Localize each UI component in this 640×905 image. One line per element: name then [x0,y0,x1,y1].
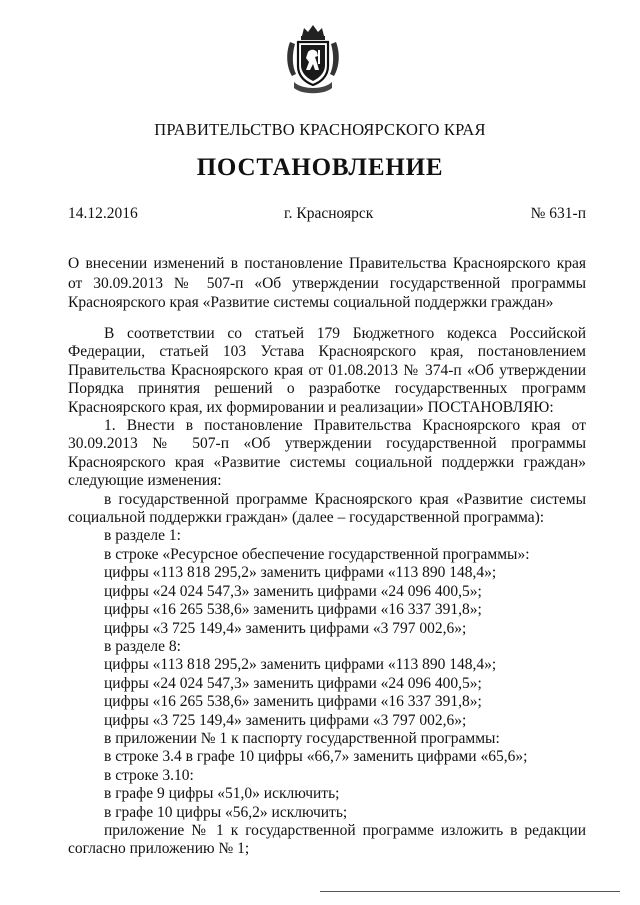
body-paragraph: в строке «Ресурсное обеспечение государственной программы»: [104,545,530,563]
body-paragraph: цифры «16 265 538,6» заменить цифрами «16 337 391,8»; [104,693,482,711]
body-paragraph: цифры «3 725 149,4» заменить цифрами «3 797 002,6»; [104,711,467,729]
document-number: № 631-п [530,205,586,222]
body-paragraph: в разделе 8: [104,637,181,655]
body-paragraph: в государственной программе Красноярского края «Развитие системы социальной поддержки граждан» (далее – государственной программа): [68,490,586,527]
body-paragraph: в приложении № 1 к паспорту государственной программы: [104,729,500,747]
body-paragraph: цифры «3 725 149,4» заменить цифрами «3 797 002,6»; [104,619,467,637]
document-date: 14.12.2016 [68,205,138,222]
document-type-title: ПОСТАНОВЛЕНИЕ [196,154,444,181]
coat-of-arms-icon [284,22,342,98]
body-paragraph: цифры «24 024 547,3» заменить цифрами «24 096 400,5»; [104,582,482,600]
footer-divider [320,891,620,892]
body-paragraph: в графе 9 цифры «51,0» исключить; [104,785,340,803]
body-paragraph: цифры «113 818 295,2» заменить цифрами «113 890 148,4»; [104,564,497,582]
body-paragraph: цифры «24 024 547,3» заменить цифрами «24 096 400,5»; [104,674,482,692]
document-city: г. Красноярск [284,205,374,222]
body-paragraph: приложение № 1 к государственной программе изложить в редакции согласно приложению № 1; [68,821,586,858]
body-paragraph: в строке 3.4 в графе 10 цифры «66,7» заменить цифрами «65,6»; [104,748,528,766]
body-paragraph: в строке 3.10: [104,766,194,784]
body-paragraph: 1. Внести в постановление Правительства Красноярского края от 30.09.2013 № 507-п «Об утверждении государственной программы Красноярского края «Развитие системы социальной поддержки граждан» следующие изменения: [68,417,586,490]
body-paragraph: цифры «16 265 538,6» заменить цифрами «16 337 391,8»; [104,601,482,619]
document-subject: О внесении изменений в постановление Правительства Красноярского края от 30.09.2013 № 507-п «Об утверждении государственной программы Красноярского края «Развитие системы социальной поддержки граждан» [68,255,586,311]
body-paragraph: в графе 10 цифры «56,2» исключить; [104,803,348,821]
document-body [68,325,586,859]
body-paragraph: в разделе 1: [104,527,181,545]
body-paragraph: В соответствии со статьей 179 Бюджетного кодекса Российской Федерации, статьей 103 Устава Красноярского края, постановлением Правительства Красноярского края от 01.08.2013 № 374-п «Об утверждении Порядка принятия решений о разработке государственных программ Красноярского края, их формировании и реализации» ПОСТАНОВЛЯЮ: [68,325,586,416]
document-meta-row [68,205,586,225]
body-paragraph: цифры «113 818 295,2» заменить цифрами «113 890 148,4»; [104,656,497,674]
organization-title: ПРАВИТЕЛЬСТВО КРАСНОЯРСКОГО КРАЯ [154,120,486,139]
